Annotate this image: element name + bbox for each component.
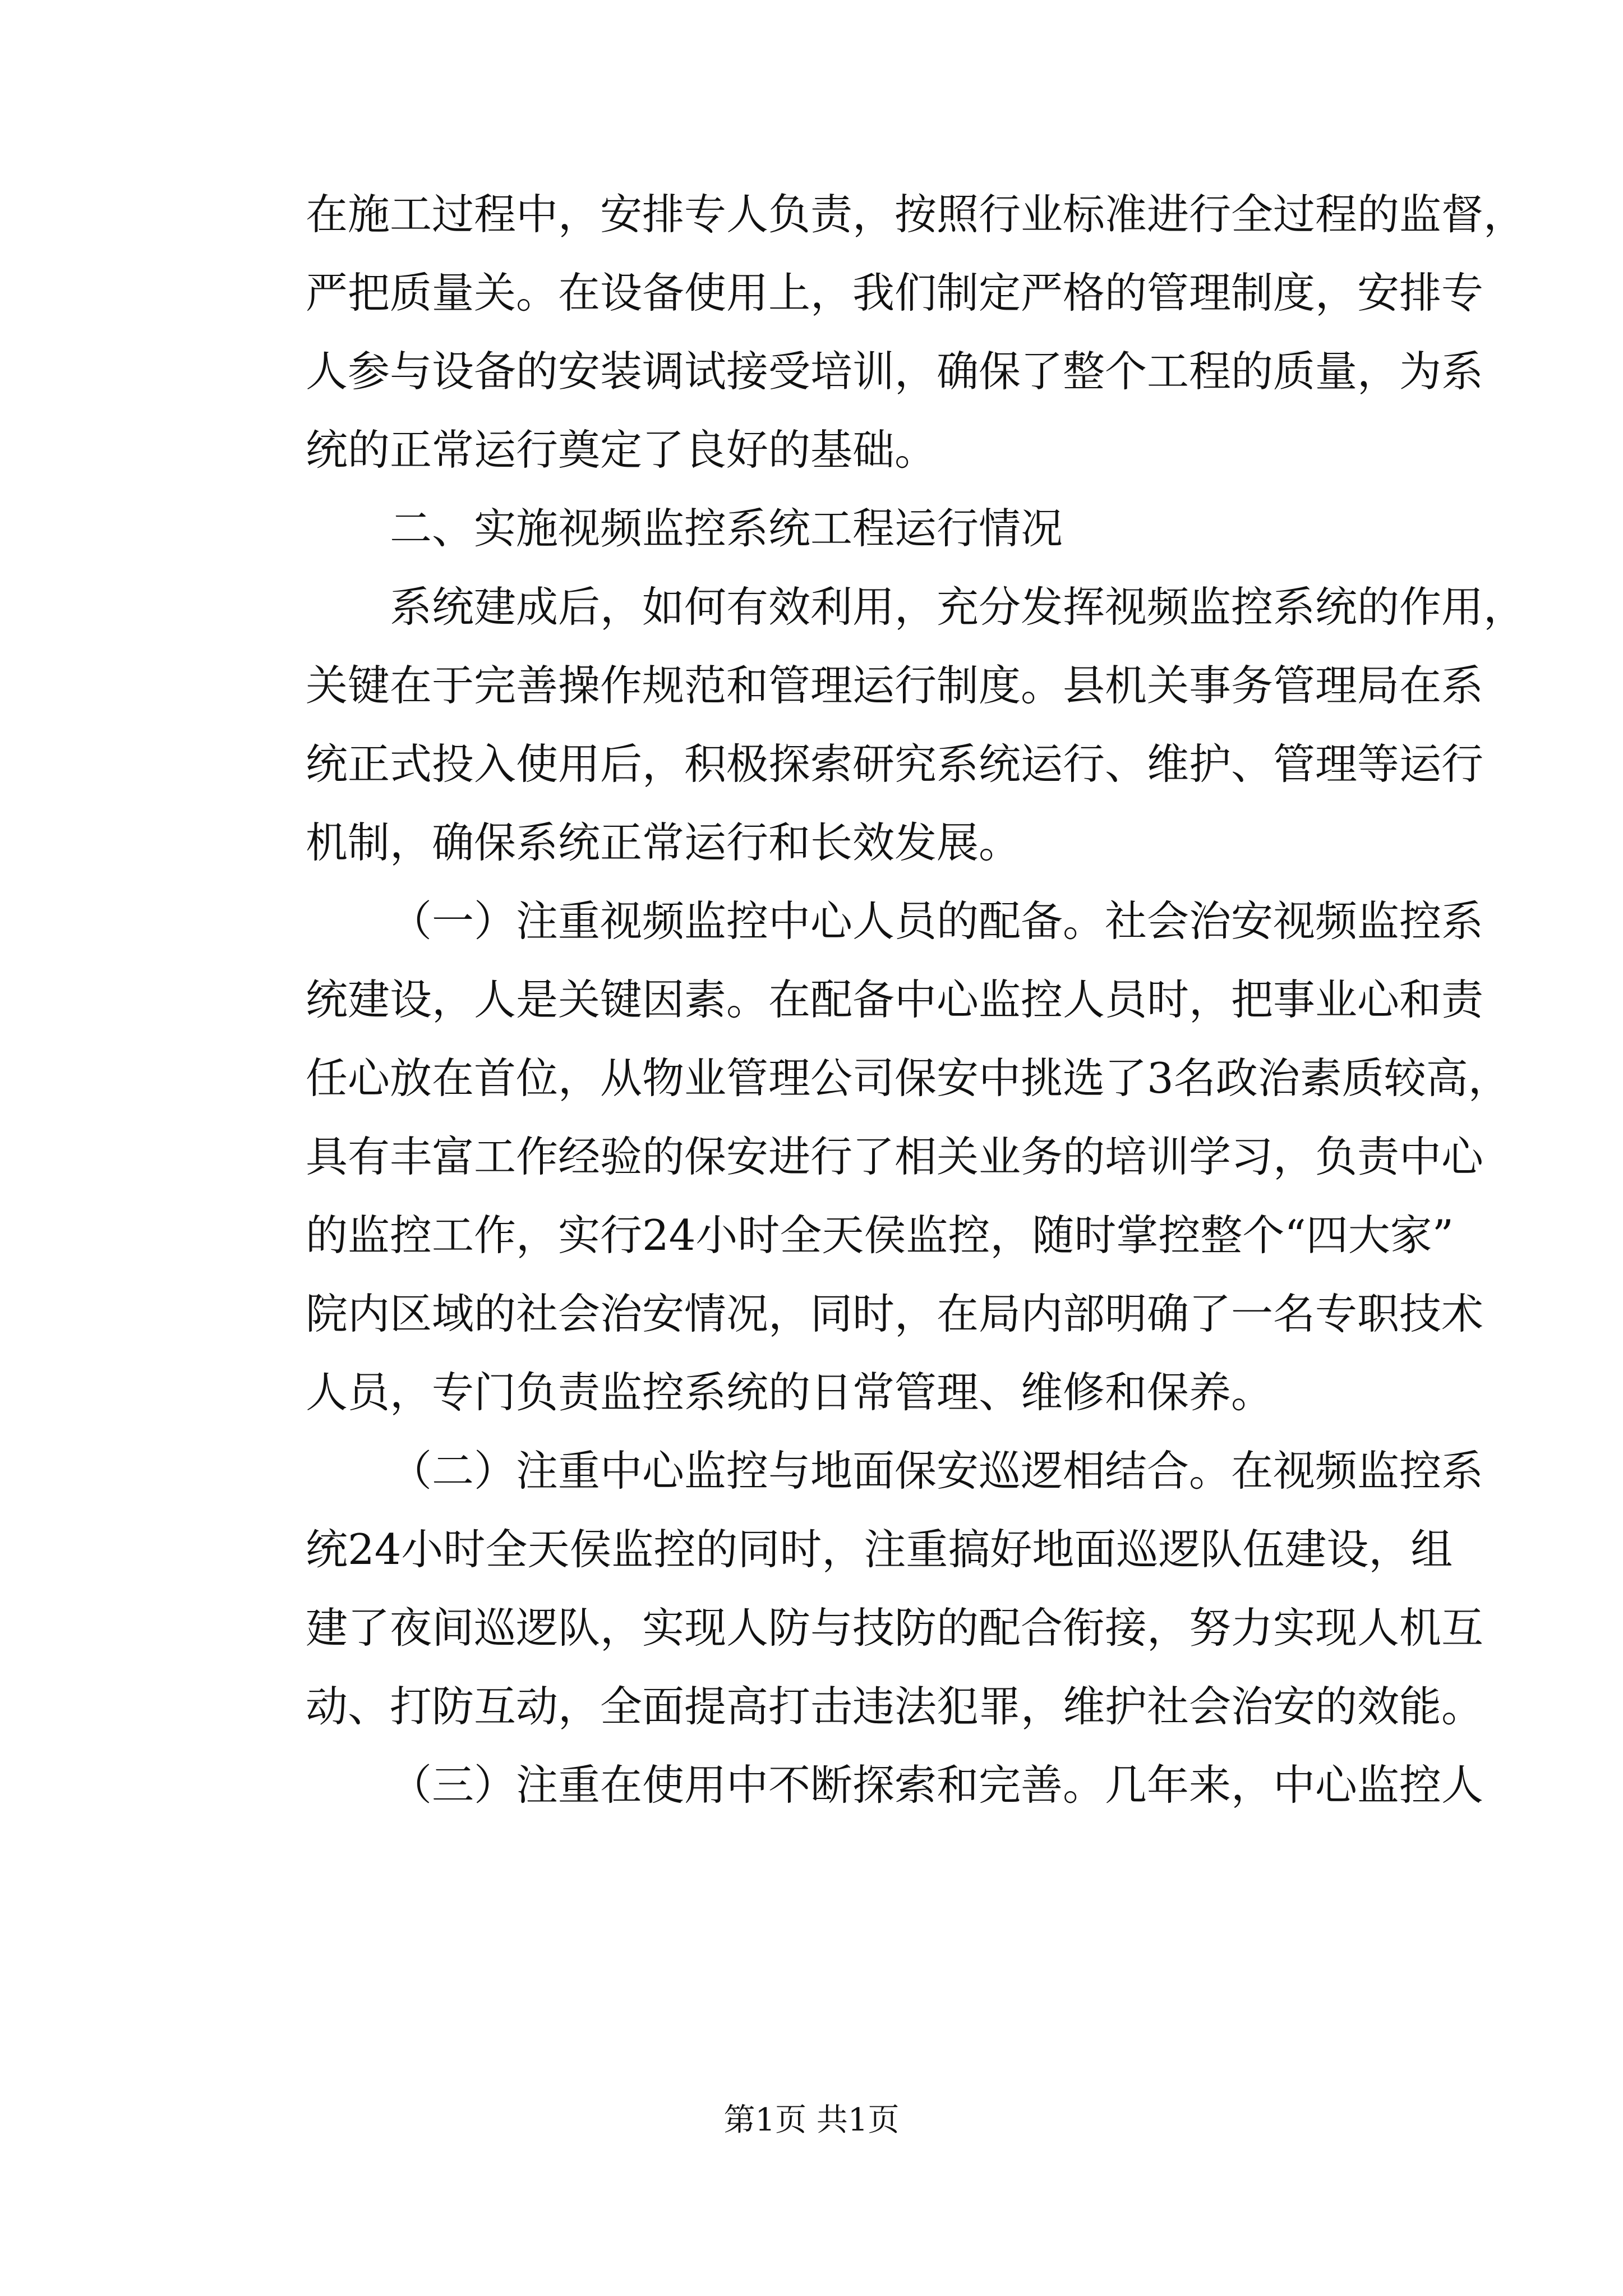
text-line: 的监控工作，实行24小时全天侯监控，随时掌控整个“四大家” (306, 1211, 1454, 1260)
text-line: （三）注重在使用中不断探索和完善。几年来，中心监控人 (390, 1760, 1484, 1810)
text-line: 统的正常运行奠定了良好的基础。 (306, 425, 937, 475)
text-line: 人员，专门负责监控系统的日常管理、维修和保养。 (306, 1368, 1274, 1417)
text-line: 系统建成后，如何有效利用，充分发挥视频监控系统的作用， (390, 582, 1526, 632)
text-line: 动、打防互动，全面提高打击违法犯罪，维护社会治安的效能。 (306, 1682, 1484, 1731)
section-heading: 二、实施视频监控系统工程运行情况 (390, 504, 1063, 553)
page-number-footer: 第1页 共1页 (723, 2102, 900, 2138)
text-line: 建了夜间巡逻队，实现人防与技防的配合衔接，努力实现人机互 (306, 1603, 1484, 1653)
text-line: 统24小时全天侯监控的同时，注重搞好地面巡逻队伍建设，组 (306, 1525, 1453, 1574)
text-line: 院内区域的社会治安情况，同时，在局内部明确了一名专职技术 (306, 1289, 1484, 1338)
text-line: 机制，确保系统正常运行和长效发展。 (306, 818, 1021, 867)
text-line: 人参与设备的安装调试接受培训，确保了整个工程的质量，为系 (306, 347, 1484, 396)
text-line: 任心放在首位，从物业管理公司保安中挑选了3名政治素质较高， (306, 1053, 1510, 1103)
text-line: 关键在于完善操作规范和管理运行制度。县机关事务管理局在系 (306, 661, 1484, 710)
text-line: （一）注重视频监控中心人员的配备。社会治安视频监控系 (390, 896, 1484, 946)
text-line: 统建设，人是关键因素。在配备中心监控人员时，把事业心和责 (306, 975, 1484, 1024)
text-line: （二）注重中心监控与地面保安巡逻相结合。在视频监控系 (390, 1446, 1484, 1496)
text-line: 严把质量关。在设备使用上，我们制定严格的管理制度，安排专 (306, 268, 1484, 318)
text-line: 具有丰富工作经验的保安进行了相关业务的培训学习，负责中心 (306, 1132, 1484, 1181)
text-line: 统正式投入使用后，积极探索研究系统运行、维护、管理等运行 (306, 739, 1484, 789)
text-line: 在施工过程中，安排专人负责，按照行业标准进行全过程的监督， (306, 190, 1526, 239)
